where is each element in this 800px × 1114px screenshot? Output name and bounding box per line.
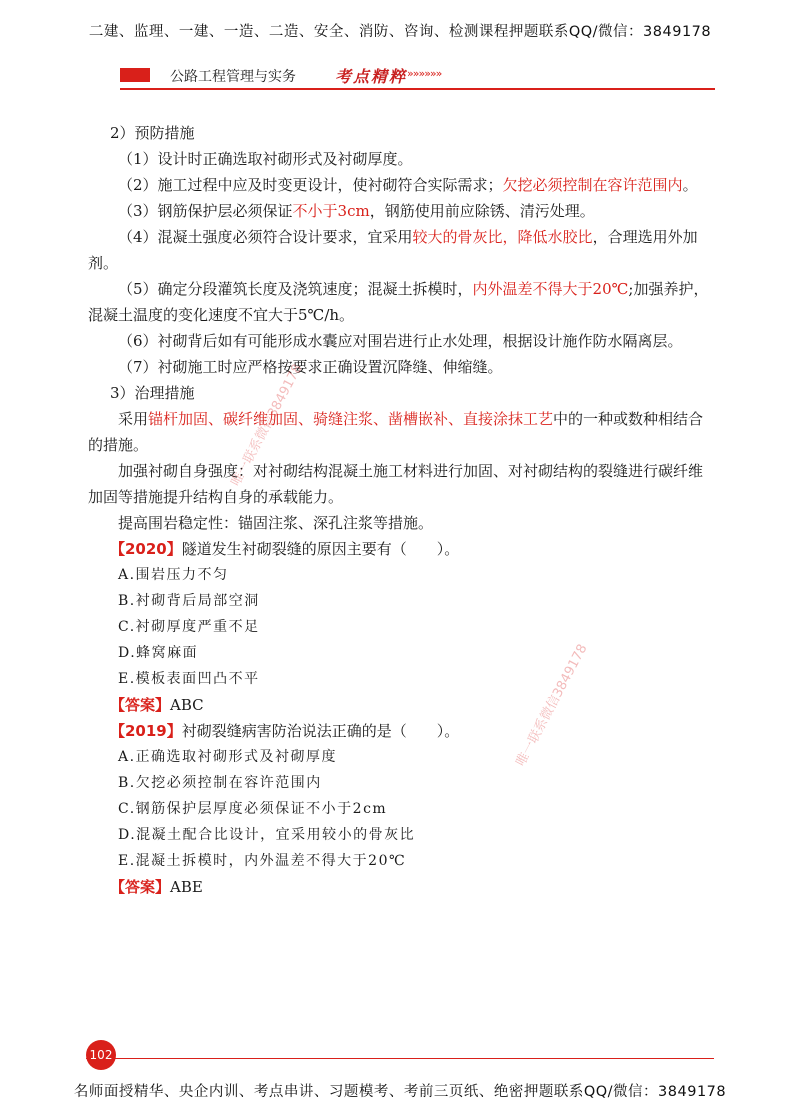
main-content [88, 120, 716, 900]
option: E.混凝土拆模时，内外温差不得大于20℃ [118, 853, 407, 869]
paragraph: （3）钢筋保护层必须保证不小于3cm，钢筋使用前应除锈、清污处理。 [118, 202, 595, 220]
question-stem: 隧道发生衬砌裂缝的原因主要有（ ）。 [181, 540, 460, 558]
footer-rule [86, 1058, 714, 1059]
answer-2020 [88, 692, 716, 718]
question-2019 [88, 718, 716, 744]
answer-tag: 【答案】 [110, 696, 171, 714]
answer-value: ABC [170, 696, 204, 714]
highlight: 较大的骨灰比，降低水胶比 [412, 228, 593, 246]
question-2020 [88, 536, 716, 562]
paragraph: （5）确定分段灌筑长度及浇筑速度；混凝土拆模时，内外温差不得大于20℃;加强养护，混凝土温度的变化速度不宜大于5℃/h。 [88, 280, 709, 324]
question-tag: 【2019】 [110, 722, 182, 740]
course-title: 公路工程管理与实务 [170, 69, 296, 85]
page-header [120, 60, 715, 90]
answer-tag: 【答案】 [110, 878, 171, 896]
page-number-badge: 102 [86, 1040, 116, 1070]
paragraph: 采用锚杆加固、碳纤维加固、骑缝注浆、凿槽嵌补、直接涂抹工艺中的一种或数种相结合的措施。 [88, 410, 704, 454]
option: A.围岩压力不匀 [118, 567, 229, 583]
subheading-treatment: 3）治理措施 [110, 384, 195, 402]
highlight: 内外温差不得大于20℃ [472, 280, 629, 298]
option: B.欠挖必须控制在容许范围内 [118, 775, 322, 791]
top-banner: 二建、监理、一建、一造、二造、安全、消防、咨询、检测课程押题联系QQ/微信：3849178 [88, 24, 712, 40]
paragraph: （4）混凝土强度必须符合设计要求，宜采用较大的骨灰比，降低水胶比，合理选用外加剂。 [88, 228, 698, 272]
highlight: 锚杆加固、碳纤维加固、骑缝注浆、凿槽嵌补、直接涂抹工艺 [148, 410, 554, 428]
answer-2019 [88, 874, 716, 900]
highlight: 不小于3cm [292, 202, 370, 220]
option: D.蜂窝麻面 [118, 645, 199, 661]
question-stem: 衬砌裂缝病害防治说法正确的是（ ）。 [181, 722, 460, 740]
paragraph: 加强衬砌自身强度：对衬砌结构混凝土施工材料进行加固、对衬砌结构的裂缝进行碳纤维加固等措施提升结构自身的承载能力。 [88, 462, 704, 506]
header-rule [120, 88, 715, 90]
question-tag: 【2020】 [110, 540, 182, 558]
option: B.衬砌背后局部空洞 [118, 593, 260, 609]
option: E.模板表面凹凸不平 [118, 671, 260, 687]
option: D.混凝土配合比设计，宜采用较小的骨灰比 [118, 827, 416, 843]
highlight: 欠挖必须控制在容许范围内 [502, 176, 683, 194]
paragraph: （7）衬砌施工时应严格按要求正确设置沉降缝、伸缩缝。 [118, 358, 503, 376]
option: C.钢筋保护层厚度必须保证不小于2cm [118, 801, 388, 817]
bottom-banner: 名师面授精华、央企内训、考点串讲、习题模考、考前三页纸、绝密押题联系QQ/微信：3849178 [73, 1084, 727, 1100]
header-accent-bar [120, 68, 150, 82]
paragraph: 提高围岩稳定性：锚固注浆、深孔注浆等措施。 [118, 514, 434, 532]
chevron-decoration-icon: »»»»»» [407, 67, 442, 80]
watermark: 唯一联系微信3849178 [513, 641, 591, 769]
subheading-prevention: 2）预防措施 [110, 124, 195, 142]
watermark: 唯一联系微信3849178 [228, 361, 306, 489]
option: C.衬砌厚度严重不足 [118, 619, 260, 635]
paragraph: （1）设计时正确选取衬砌形式及衬砌厚度。 [118, 150, 413, 168]
answer-value: ABE [170, 878, 203, 896]
paragraph: （6）衬砌背后如有可能形成水囊应对围岩进行止水处理，根据设计施作防水隔离层。 [118, 332, 683, 350]
paragraph: （2）施工过程中应及时变更设计，使衬砌符合实际需求；欠挖必须控制在容许范围内。 [118, 176, 698, 194]
section-title: 考点精粹 [335, 67, 408, 86]
option: A.正确选取衬砌形式及衬砌厚度 [118, 749, 338, 765]
